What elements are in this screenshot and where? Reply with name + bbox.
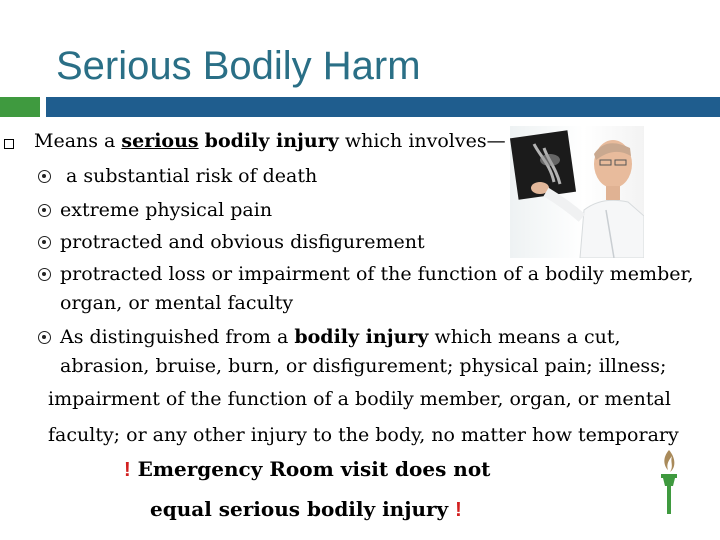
- intro-prefix: Means a: [34, 130, 122, 152]
- bullet-item: [38, 263, 694, 285]
- emergency-line-2: [150, 497, 462, 522]
- bullet-text: extreme physical pain: [60, 199, 273, 221]
- emergency-line-1: [124, 457, 490, 482]
- torch-logo-icon: [656, 448, 682, 518]
- distinguished-bold: bodily injury: [294, 326, 429, 348]
- bullet-item: [38, 199, 272, 221]
- hollow-square-icon: [4, 139, 14, 149]
- emergency-text-2: equal serious bodily injury: [150, 497, 456, 521]
- bullet-continuation: organ, or mental faculty: [60, 292, 294, 314]
- slide-title: Serious Bodily Harm: [56, 44, 421, 88]
- intro-suffix: which involves—: [338, 130, 506, 152]
- emergency-text-1: Emergency Room visit does not: [130, 457, 491, 481]
- doctor-xray-photo: [510, 126, 644, 258]
- bullet-text: protracted and obvious disfigurement: [60, 231, 425, 253]
- distinguished-line-3: impairment of the function of a bodily member, organ, or mental: [48, 388, 671, 410]
- circle-dot-icon: [38, 204, 51, 217]
- distinguished-line-2: abrasion, bruise, burn, or disfigurement; physical pain; illness;: [60, 355, 667, 377]
- intro-line: [34, 130, 506, 152]
- bullet-text: a substantial risk of death: [60, 165, 318, 187]
- distinguished-suffix: which means a cut,: [428, 326, 621, 348]
- bullet-text: protracted loss or impairment of the function of a bodily member,: [60, 263, 694, 285]
- intro-underlined: serious: [121, 130, 199, 152]
- circle-dot-icon: [38, 331, 51, 344]
- bullet-item-distinguished: [38, 326, 621, 348]
- bullet-item: [38, 231, 425, 253]
- bullet-item: [38, 165, 317, 187]
- circle-dot-icon: [38, 268, 51, 281]
- exclamation-mark: !: [124, 459, 131, 481]
- distinguished-prefix: As distinguished from a: [60, 326, 295, 348]
- distinguished-line-4: faculty; or any other injury to the body, no matter how temporary: [48, 424, 679, 446]
- accent-bar-blue: [46, 97, 720, 117]
- accent-bar-green: [0, 97, 40, 117]
- circle-dot-icon: [38, 236, 51, 249]
- intro-bold: bodily injury: [204, 130, 339, 152]
- circle-dot-icon: [38, 170, 51, 183]
- exclamation-mark: !: [455, 499, 462, 521]
